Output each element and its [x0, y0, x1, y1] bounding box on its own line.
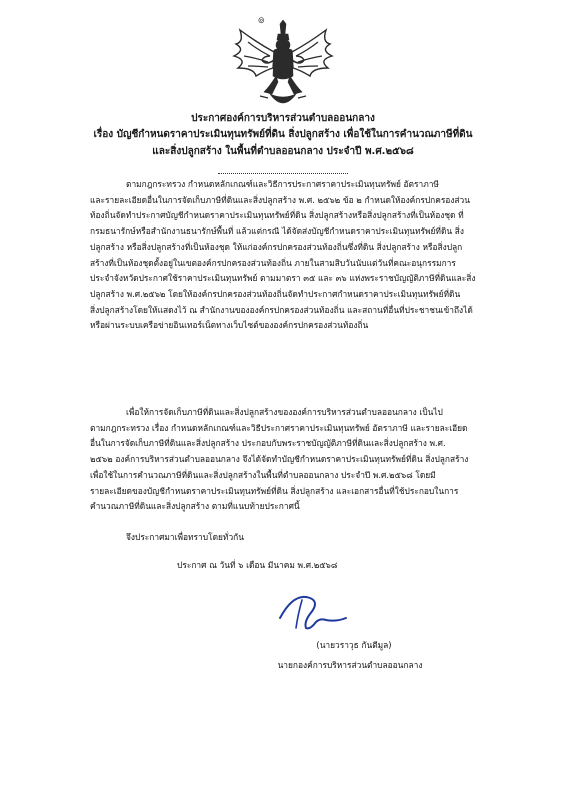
subject-line: เรื่อง บัญชีกำหนดราคาประเมินทุนทรัพย์ที่ดิน สิ่งปลูกสร้าง เพื่อใช้ในการคำนวณภาษีที่ดิน: [93, 129, 473, 140]
text-line: ปลูกสร้าง หรือสิ่งปลูกสร้างที่เป็นห้องชุด ให้แก่องค์กรปกครองส่วนท้องถิ่นซึ่งที่ดิน สิ่งปลูกสร้าง หรือสิ่งปลูก: [90, 241, 463, 252]
signatory-name: (นายวราวุธ กันตีมูล): [316, 640, 392, 650]
signature-icon: [276, 588, 348, 634]
text-line: สิ่งปลูกสร้างโดยให้แสดงไว้ ณ สำนักงานขององค์กรปกครองส่วนท้องถิ่น และสถานที่อื่นที่ประชาชนเข้าถึงได้: [90, 304, 473, 315]
signatory-position: นายกองค์การบริหารส่วนตำบลออนกลาง: [277, 660, 423, 670]
text-line: สร้างที่เป็นห้องชุดตั้งอยู่ในเขตองค์กรปกครองส่วนท้องถิ่น ภายในสามสิบวันนับแต่วันที่คณะอนุกรรมการ: [90, 257, 456, 268]
paragraph-purpose: [90, 405, 506, 515]
text-line: จึงประกาศมาเพื่อทราบโดยทั่วกัน: [126, 532, 244, 542]
text-line: รายละเอียดของบัญชีกำหนดราคาประเมินทุนทรัพย์ที่ดิน สิ่งปลูกสร้าง และเอกสารอื่นที่ใช้ประกอบในการ: [90, 485, 459, 496]
page-mark: ๏: [258, 13, 265, 26]
text-line: ตามกฎกระทรวง เรื่อง กำหนดหลักเกณฑ์และวิธีประกาศราคาประเมินทุนทรัพย์ อัตราภาษี และรายละเอียด: [90, 422, 468, 433]
text-line: หรือผ่านระบบเครือข่ายอินเทอร์เน็ตทางเว็บไซต์ขององค์กรปกครองส่วนท้องถิ่น: [90, 320, 369, 331]
text-line: ปลูกสร้าง พ.ศ.๒๕๖๒ โดยให้องค์กรปกครองส่วนท้องถิ่นจัดทำประกาศกำหนดราคาประเมินทุนทรัพย์ที่ดิน: [90, 288, 461, 299]
paragraph-legal-basis: [90, 177, 506, 334]
text-line: ๒๕๖๒ องค์การบริหารส่วนตำบลออนกลาง จึงได้จัดทำบัญชีกำหนดราคาประเมินทุนทรัพย์ที่ดิน สิ่งปลูกสร้าง: [90, 454, 469, 465]
text-line: และรายละเอียดอื่นในการจัดเก็บภาษีที่ดินและสิ่งปลูกสร้าง พ.ศ. ๒๕๖๒ ข้อ ๒ กำหนดให้องค์กรปกครองส่วน: [90, 194, 470, 205]
text-line: กรมธนารักษ์หรือสำนักงานธนารักษ์พื้นที่ แล้วแต่กรณี ได้จัดส่งบัญชีกำหนดราคาประเมินทุนทรัพย์ที่ดิน สิ่ง: [90, 226, 464, 237]
text-line: เพื่อใช้ในการคำนวณภาษีที่ดินและสิ่งปลูกสร้างในพื้นที่ตำบลออนกลาง ประจำปี พ.ศ.๒๕๖๘ โดยมี: [90, 469, 436, 480]
subject-line-continued: และสิ่งปลูกสร้าง ในพื้นที่ตำบลออนกลาง ประจำปี พ.ศ.๒๕๖๘: [152, 146, 414, 157]
announcement-date: ประกาศ ณ วันที่ ๖ เดือน มีนาคม พ.ศ.๒๕๖๘: [177, 560, 338, 570]
text-line: คำนวณภาษีที่ดินและสิ่งปลูกสร้าง ตามที่แนบท้ายประกาศนี้: [90, 501, 300, 512]
text-line: เพื่อให้การจัดเก็บภาษีที่ดินและสิ่งปลูกสร้างขององค์การบริหารส่วนตำบลออนกลาง เป็นไป: [126, 407, 443, 417]
text-line: ประจำจังหวัดประกาศใช้ราคาประเมินทุนทรัพย์ ตามมาตรา ๓๕ และ ๓๖ แห่งพระราชบัญญัติภาษีที่ดินและสิ่ง: [90, 273, 476, 284]
announcement-title: ประกาศองค์การบริหารส่วนตำบลออนกลาง: [191, 113, 375, 124]
text-line: ตามกฎกระทรวง กำหนดหลักเกณฑ์และวิธีการประกาศราคาประเมินทุนทรัพย์ อัตราภาษี: [126, 179, 439, 189]
text-line: ท้องถิ่นจัดทำประกาศบัญชีกำหนดราคาประเมินทุนทรัพย์ที่ดิน สิ่งปลูกสร้างหรือสิ่งปลูกสร้างที่เป็นห้องชุด ที่: [90, 210, 464, 221]
text-line: อื่นในการจัดเก็บภาษีที่ดินและสิ่งปลูกสร้าง ประกอบกับพระราชบัญญัติภาษีที่ดินและสิ่งปลูกสร้าง พ.ศ.: [90, 438, 446, 449]
title-separator: [218, 173, 348, 174]
closing-statement: [90, 530, 506, 546]
garuda-emblem-icon: [226, 20, 340, 112]
